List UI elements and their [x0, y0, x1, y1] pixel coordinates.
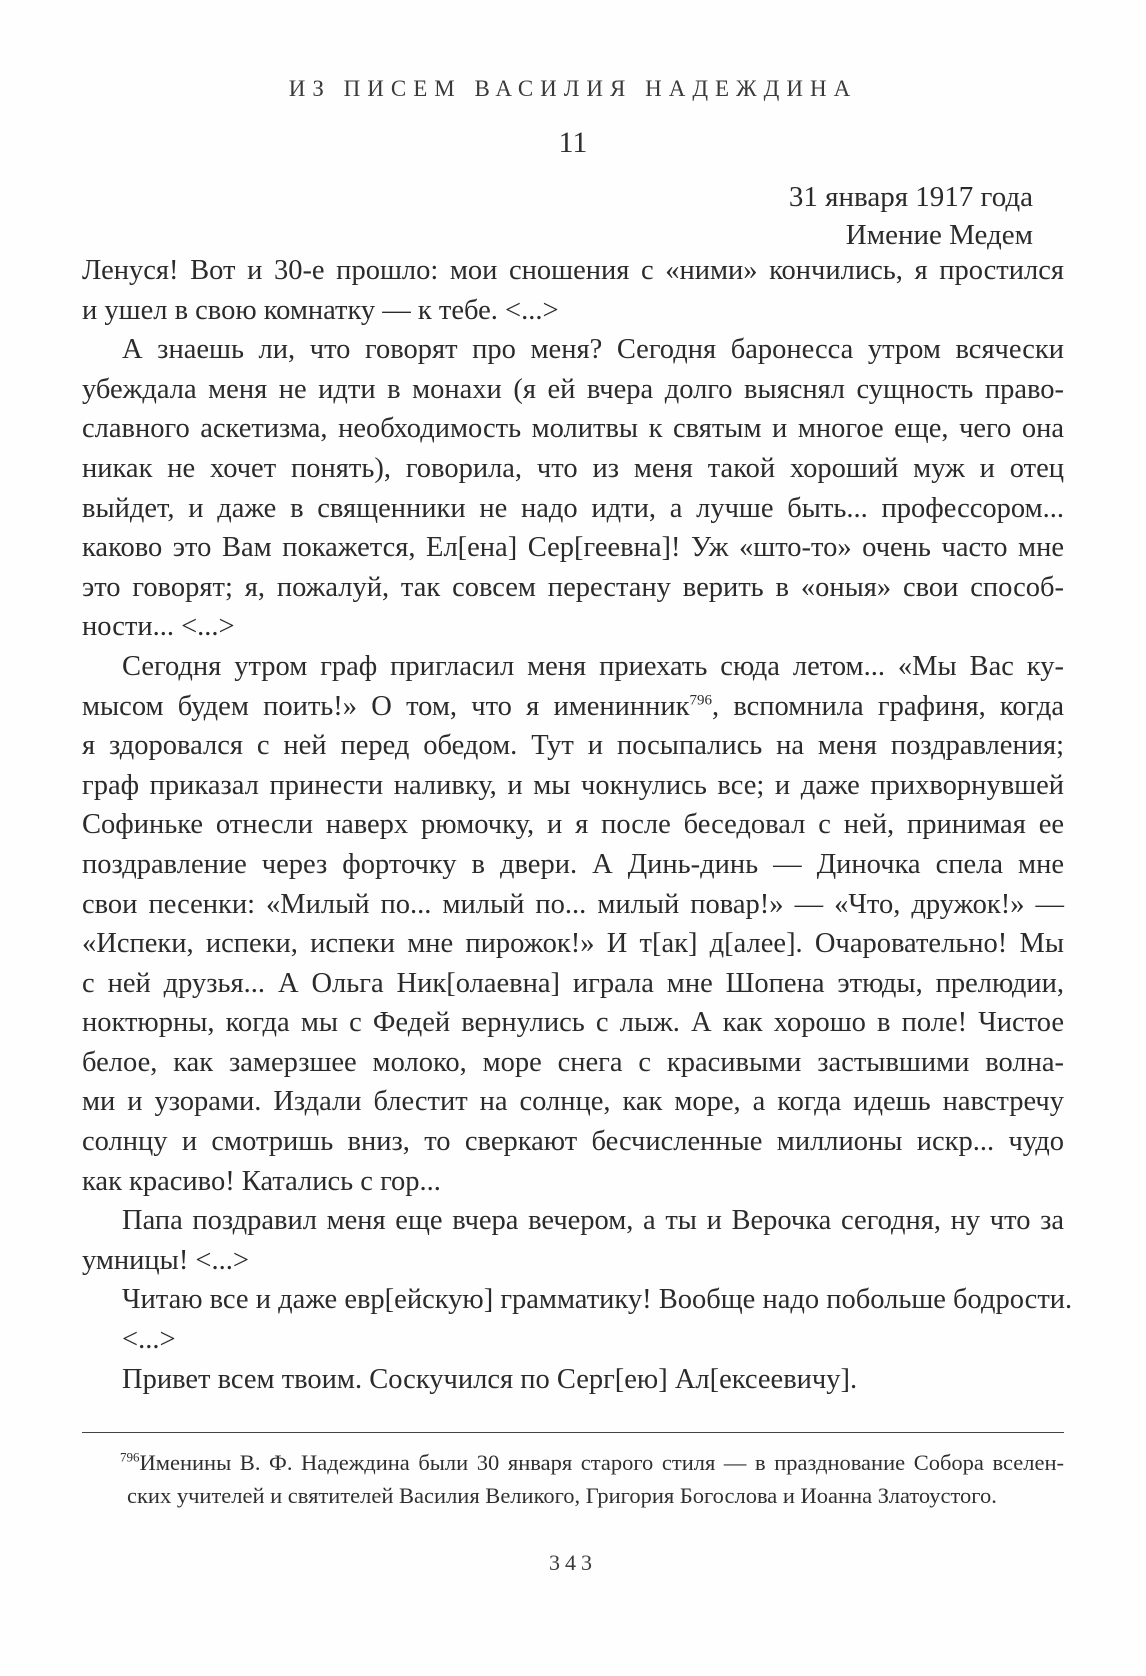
footnote-reference[interactable]: 796	[689, 692, 713, 709]
body-line: ми и узорами. Издали блестит на солнце, как море, а когда идешь навстречу	[82, 1086, 1064, 1118]
footnote-text: Именины В. Ф. Надеждина были 30 января старого стиля — в празднование Собора вселен-	[139, 1450, 1064, 1475]
body-line: Читаю все и даже евр[ейскую] грамматику! Вообще надо побольше бодрости.	[122, 1284, 1073, 1316]
body-line: умницы! <...>	[82, 1244, 249, 1276]
letter-body	[82, 251, 1073, 1399]
body-line-part: мысом будем поить!» О том, что я именинник	[82, 690, 690, 722]
body-line: никак не хочет понять), говорила, что из меня такой хороший муж и отец	[82, 452, 1064, 484]
body-line: А знаешь ли, что говорят про меня? Сегодня баронесса утром всячески	[122, 334, 1064, 366]
body-line: как красиво! Катались с гор...	[82, 1165, 441, 1197]
running-head: ИЗ ПИСЕМ ВАСИЛИЯ НАДЕЖДИНА	[288, 76, 858, 101]
body-line-with-footnote	[82, 687, 1064, 727]
body-line: Привет всем твоим. Соскучился по Серг[ею] Ал[ексеевичу].	[122, 1363, 858, 1395]
body-line: Софиньке отнесли наверх рюмочку, и я после беседовал с ней, принимая ее	[82, 809, 1064, 841]
footnote-line	[82, 1446, 1064, 1479]
body-line: солнцу и смотришь вниз, то сверкают бесчисленные миллионы искр... чудо	[82, 1126, 1064, 1158]
body-line: свои песенки: «Милый по... милый по... милый повар!» — «Что, дружок!» —	[82, 888, 1064, 920]
body-line: Ленуся! Вот и 30-е прошло: мои сношения с «ними» кончились, я простился	[82, 255, 1064, 286]
body-line: и ушел в свою комнатку — к тебе. <...>	[82, 294, 559, 326]
body-line: это говорят; я, пожалуй, так совсем перестану верить в «оныя» свои способ-	[82, 571, 1064, 603]
body-line: я здоровался с ней перед обедом. Тут и посыпались на меня поздравления;	[82, 730, 1064, 762]
footnote	[82, 1446, 1064, 1512]
footnote-line: ских учителей и святителей Василия Великого, Григория Богослова и Иоанна Златоустого.	[127, 1483, 997, 1508]
body-line: славного аскетизма, необходимость молитвы к святым и многое еще, чего она	[82, 413, 1064, 445]
letter-number: 11	[558, 126, 588, 159]
footnote-divider	[82, 1432, 1064, 1433]
dateline-date: 31 января 1917 года	[788, 181, 1033, 213]
body-line: выйдет, и даже в священники не надо идти, а лучше быть... профессором...	[82, 492, 1064, 524]
dateline	[789, 178, 1033, 254]
body-line: с ней друзья... А Ольга Ник[олаевна] играла мне Шопена этюды, прелюдии,	[82, 967, 1064, 999]
body-line: каково это Вам покажется, Ел[ена] Сер[геевна]! Уж «што-то» очень часто мне	[82, 532, 1064, 564]
body-line: Папа поздравил меня еще вчера вечером, а ты и Верочка сегодня, ну что за	[122, 1205, 1064, 1237]
body-line: граф приказал принести наливку, и мы чокнулись все; и даже прихворнувшей	[82, 769, 1064, 801]
footnote-number: 796	[120, 1449, 140, 1465]
body-line: ности... <...>	[82, 611, 235, 643]
dateline-place: Имение Медем	[845, 219, 1033, 251]
body-line: «Испеки, испеки, испеки мне пирожок!» И т[ак] д[алее]. Очаровательно! Мы	[82, 928, 1064, 960]
body-line-part: , вспомнила графиня, когда	[712, 690, 1064, 722]
body-line: убеждала меня не идти в монахи (я ей вчера долго выяснял сущность право-	[82, 373, 1064, 405]
body-line: ноктюрны, когда мы с Федей вернулись с лыж. А как хорошо в поле! Чистое	[82, 1007, 1064, 1039]
body-line: поздравление через форточку в двери. А Динь-динь — Диночка спела мне	[82, 848, 1064, 880]
body-line: белое, как замерзшее молоко, море снега с красивыми застывшими волна-	[82, 1046, 1064, 1078]
body-line: Сегодня утром граф пригласил меня приехать сюда летом... «Мы Вас ку-	[122, 650, 1064, 682]
page-number: 343	[549, 1550, 597, 1575]
body-line: <...>	[122, 1324, 176, 1356]
